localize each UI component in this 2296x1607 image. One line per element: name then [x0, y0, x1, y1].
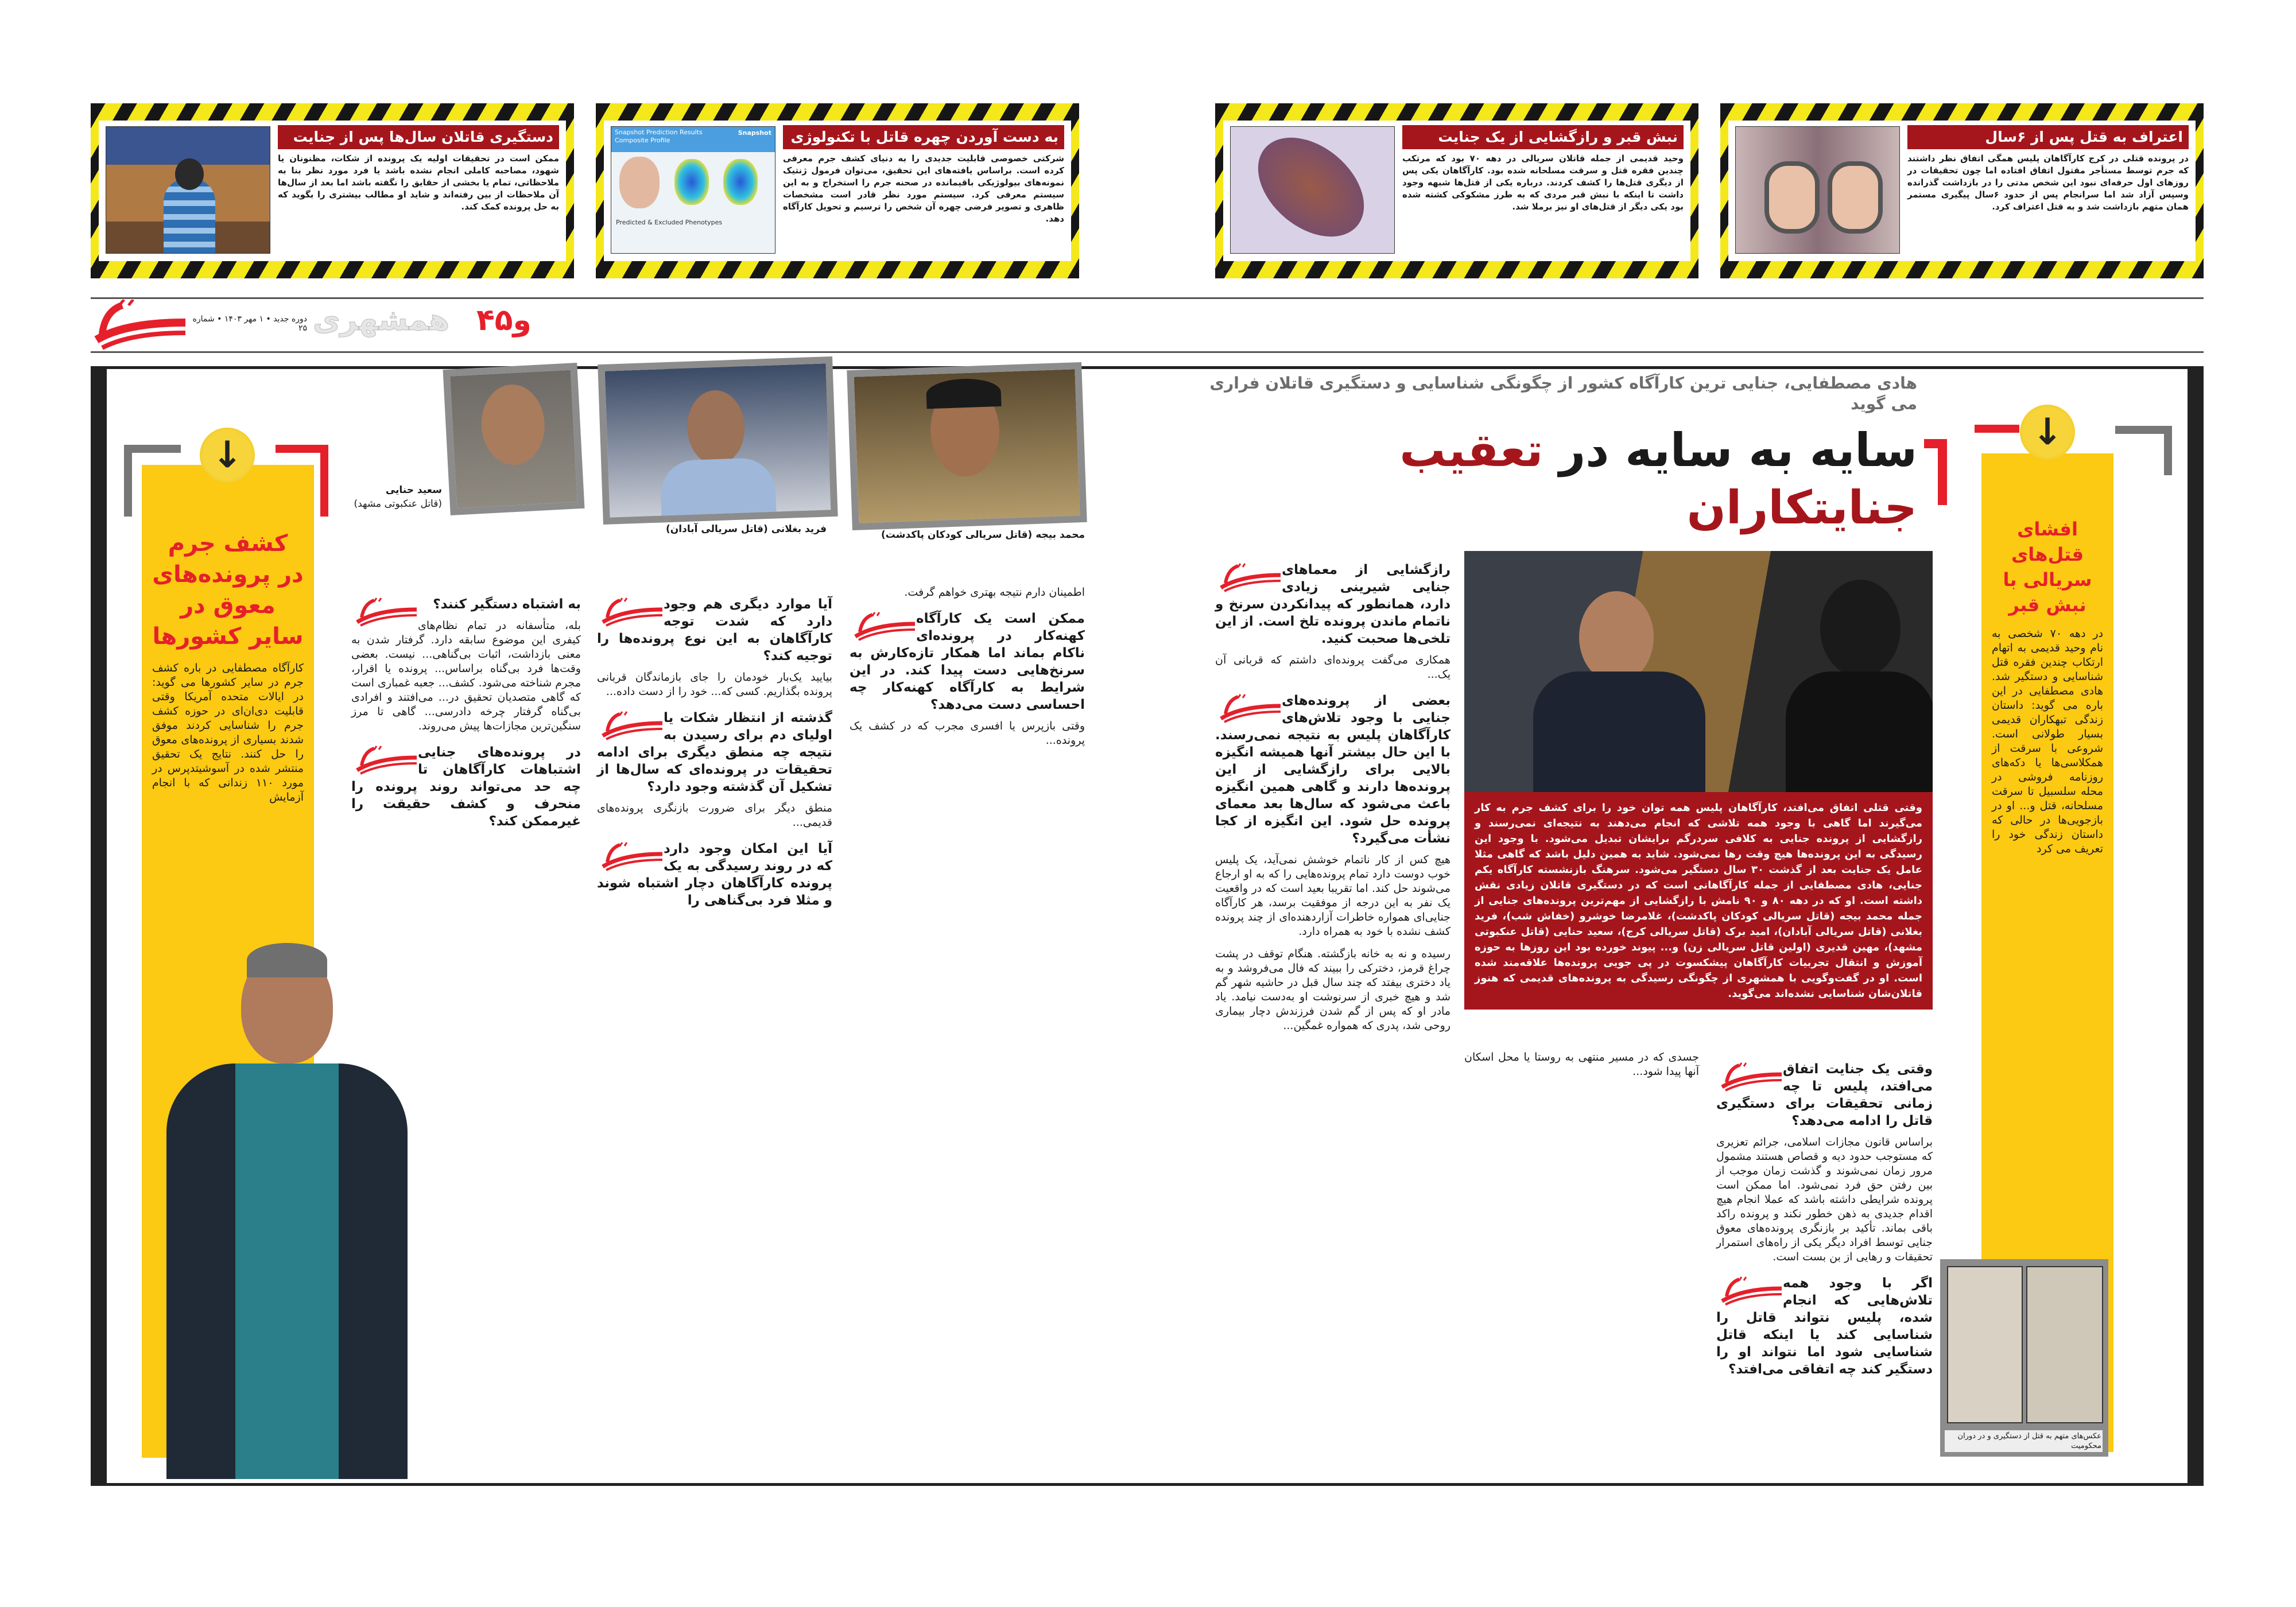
paragraph-text: جسدی که در مسیر منتهی به روستا یا محل اسکان آنها پیدا شود...: [1464, 1051, 1699, 1078]
caption-hanaei-name: سعید حنایی: [385, 484, 442, 496]
sidebar-text: در دهه ۷۰ شخصی به نام وحید قدیمی به اتهام ارتکاب چندین فقره قتل شناسایی و دستگیر شد. هادی مصطفایی در این باره می گوید: داستان زندگی تبهکاران قدیمی بسیار طولانی است. شروعی با سرقت از همکلاسی‌ها یا دکه‌های روزنامه فروشی در محله سلسبیل تا سرقت مسلحانه، قتل و... او در بازجویی‌ها در حالی که داستان زندگی خود را تعریف می کرد: [1992, 627, 2103, 855]
question-text: آیا این امکان وجود دارد که در روند رسیدگی به یک پرونده کارآگاهان دچار اشتباه شوند و مثلا فرد بی‌گناهی را: [597, 841, 832, 908]
interview-question: [597, 840, 832, 909]
headline-bracket: [1924, 439, 1947, 505]
section-name: همشهری: [313, 303, 450, 337]
lead-box: وقتی قتلی اتفاق می‌افتد، کارآگاهان پلیس همه توان خود را برای کشف جرم به کار می‌گیرند اما گاهی با وجود همه تلاشی که انجام می‌دهند به نتیجه‌ای نمی‌رسند و رازگشایی از پرونده جنایی به کلافی سردرگم برایشان تبدیل می‌شود. با وجود این رسیدگی به این پرونده‌ها هیچ وقت رها نمی‌شود. شاید به همین دلیل باشد که گاهی مثلا عامل یک جنایت بعد از گذشت ۳۰ سال دستگیر می‌شود. سرهنگ بازنشسته کارآگاه یکم جنایی، هادی مصطفایی از جمله کارآگاهانی است که در دستگیری قاتلان زیادی نقش داشته است. او که در دهه ۸۰ و ۹۰ نامش با رازگشایی از مهم‌ترین پرونده‌های جنایی از جمله محمد بیجه (قاتل سریالی کودکان پاکدشت)، غلامرضا خوشرو (خفاش شب)، فرید بغلانی (قاتل سریالی آبادان)، امید برک (قاتل سریالی کرج)، سعید حنایی (قاتل عنکبوتی مشهد)، مهین قدیری (اولین قاتل سریالی زن) و... پیوند خورده بود این روزها به حوزه آموزش و انتقال تجربیات کارآگاهان پیشکسوت در پی جویی پرونده‌ها علاقه‌مند شده است. او در گفت‌وگویی با همشهری از چگونگی رسیدگی به پرونده‌های قدیمی که هنوز قاتلان‌شان شناسایی نشده‌اند می‌گوید.: [1464, 792, 1933, 1010]
headline-red: تعقیب جنایتکاران: [1399, 424, 1917, 534]
interview-question: [1716, 1061, 1933, 1129]
snapshot-subheading: Composite Profile: [615, 137, 670, 144]
interview-question: [850, 610, 1085, 713]
paragraph: [1215, 947, 1450, 1033]
sarnakh-mark-icon: [1720, 1276, 1783, 1306]
teaser-text: در پرونده قتلی در کرج کارآگاهان پلیس همگی اتفاق نظر داشتند که جرم توسط مستأجر مقتول اتفاق افتاده اما چون تحقیقات در روزهای اول حرفه‌ای نبود این شخص مدتی را در بازداشت گذرانده وسپس آزاد شد اما سرانجام پس از حدود ۶سال پیگیری مستمر همان متهم بازداشت شد و به قتل اعتراف کرد.: [1907, 153, 2189, 212]
column-1: [1716, 1050, 1933, 1384]
farid-beghlani-photo: [598, 356, 837, 525]
interview-question: [351, 596, 581, 613]
question-text: اگر با وجود همه تلاش‌هایی که انجام شده، پلیس نتواند قاتل را شناسایی کند یا اینکه قاتل شناسایی شود اما نتواند او را دستگیر کند چه اتفاقی می‌افتد؟: [1716, 1276, 1933, 1377]
paragraph-text: براساس قانون مجازات اسلامی، جرائم تعزیری که مستوجب حدود دیه و قصاص هستند مشمول مرور زمان نمی‌شوند و گذشت زمان موجب از بین رفتن حق فرد نمی‌شود. اما ممکن است پرونده شرایطی داشته باشد که عملا انجام هیچ اقدام جدیدی به ذهن خطور نکند و پرونده راکد باقی بماند. تأکید بر بازنگری پرونده‌های معوق جنایی توسط افراد دیگر یکی از راه‌های استمرار تحقیقات و رهایی از بن بست است.: [1716, 1136, 1933, 1263]
bracket-gray: [2115, 426, 2172, 475]
paragraph-text: اطمینان دارم نتیجه بهتری خواهم گرفت.: [904, 586, 1085, 599]
column-4: [850, 585, 1085, 756]
paragraph: [1215, 853, 1450, 939]
paragraph-text: رسیده و نه به خانه بازگشته. هنگام توقف در پشت چراغ قرمز، دخترکی را ببیند که فال می‌فروشد و به یاد دختری بیفتد که چند سال قبل در حاشیه شهر گم شد و هیچ خبری از سرنوشت او به‌دست نیامد. یاد مادر او که پس از گم شدن فرزندش دچار بیماری روحی شد، پدری که همواره غمگین...: [1215, 948, 1450, 1032]
old-photos-caption: عکس‌های متهم به قتل از دستگیری و در دوران محکومیت: [1945, 1430, 2103, 1452]
interview-question: [597, 709, 832, 795]
paragraph: [597, 801, 832, 830]
grave-photo: [1230, 126, 1395, 254]
paragraph-text: همکاری می‌گفت پرونده‌ای داشتم که قربانی آن یک...: [1215, 654, 1450, 681]
snapshot-heading: Snapshot Prediction Results: [615, 129, 703, 136]
teaser-text: شرکتی خصوصی قابلیت جدیدی را به دنیای کشف جرم معرفی کرده است. براساس یافته‌های این تحقیق، می‌توان فرمول ژنتیک نمونه‌های بیولوژیکی باقیمانده در صحنه جرم را استخراج و به این سیستم معرفی کرد. سیستم مورد نظر قادر است مشخصات ظاهری و تصویر فرضی چهره آن شخص را ترسیم و تحویل کارآگاه دهد.: [783, 153, 1064, 224]
paragraph-text: وقتی بازپرس یا افسری مجرب که در کشف یک پرونده...: [850, 720, 1085, 747]
old-newspaper-photos: [1940, 1259, 2108, 1457]
snapshot-brand: Snapshot: [738, 129, 771, 137]
question-text: رازگشایی از معماهای جنایی شیرینی زیادی دارد، همانطور که پیدانکردن سرنخ و ناتمام ماندن پرونده تلخ است. از این تلخی‌ها صحبت کنید.: [1215, 562, 1450, 646]
arrow-down-icon: ↓: [2020, 405, 2075, 460]
teaser-box-technology[interactable]: [596, 103, 1079, 278]
teaser-title: اعتراف به قتل پس از ۶سال: [1907, 125, 2189, 149]
sidebar-title: افشای قتل‌های سریالی با نبش قبر: [2003, 518, 2092, 616]
caption-hanaei-desc: (قاتل عنکبوتی مشهد): [354, 498, 442, 510]
paragraph: [1716, 1135, 1933, 1264]
saeed-hanaei-photo: [443, 363, 585, 515]
caption-beghlani: فرید بغلانی (قاتل سریالی آبادان): [666, 523, 827, 535]
teaser-text: وحید قدیمی از جمله قاتلان سریالی در دهه ۷۰ بود که مرتکب چندین فقره قتل و سرقت مسلحانه شده بود. کارآگاهان یکی پس از دیگری قتل‌ها را کشف کردند. درباره یکی از قتل‌ها شبهه وجود داشت تا اینکه با نبش قبر مردی که به طرز مشکوکی کشته شده بود یکی دیگر از قتل‌های او نیز برملا شد.: [1402, 153, 1684, 212]
header-rule: [91, 297, 2204, 299]
column-6: [351, 585, 581, 836]
interview-photo: [1464, 551, 1933, 792]
teaser-title: به دست آوردن چهره قاتل با تکنولوژی: [783, 125, 1064, 149]
interview-question: [1215, 561, 1450, 647]
sarnakh-mark-icon: [355, 597, 418, 627]
question-text: بعضی از پرونده‌های جنایی با وجود تلاش‌های کارآگاهان پلیس به نتیجه نمی‌رسند. با این حال بیشتر آنها همیشه انگیزه بالایی برای رازگشایی از این پرونده‌ها دارند و گاهی همین انگیزه باعث می‌شود که سال‌ها بعد معمای پرونده حل شود. این انگیزه از کجا نشأت می‌گیرد؟: [1215, 693, 1450, 846]
paragraph: [597, 670, 832, 699]
teaser-title: دستگیری قاتلان سال‌ها پس از جنایت: [278, 125, 559, 149]
header-rule-bottom: [91, 351, 2204, 353]
sarnakh-mark-icon: [853, 611, 916, 641]
headline-black: سایه به سایه در: [1559, 424, 1917, 477]
sidebar-title: کشف جرم در پرونده‌های معوق در سایر کشورها: [152, 530, 304, 650]
sarnakh-mark-icon: [1219, 562, 1282, 592]
paragraph-text: بله، متأسفانه در تمام نظام‌های کیفری این موضوع سابقه دارد. گرفتار شدن به معنی بازداشت، اثبات بی‌گناهی... نیست. بعضی وقت‌ها فرد بی‌گناه براساس... پرونده یا اقرار، مجرم شناخته می‌شود. کشف... جعبه غمباری است که گاهی متصدیان تحقیق در... می‌افتند و افرادی بی‌گناه گرفتار چرخه دادرسی... گاهی تا مرز سنگین‌ترین مجازات‌ها پیش می‌روند.: [351, 619, 581, 732]
question-text: آیا موارد دیگری هم وجود دارد که شدت توجه کارآگاهان به این نوع پرونده‌ها را توجیه کند؟: [597, 597, 832, 663]
face-icon: [619, 157, 660, 208]
sarnakh-mark-icon: [1219, 693, 1282, 723]
sidebar-text: کارآگاه مصطفایی در باره کشف جرم در سایر کشورها می گوید: در ایالات متحده آمریکا وقتی قابلیت دی‌ان‌ای در حوزه کشف جرم را شناسایی کردند موفق شدند بسیاری از پرونده‌های معوق را حل کنند. نتایج یک تحقیق منتشر شده در آسوشیتدپرس در مورد ۱۱۰ زندانی که با انجام آزمایش: [152, 662, 304, 804]
sarnakh-mark-icon: [600, 841, 664, 871]
arrow-down-icon: ↓: [200, 428, 255, 483]
sarnakh-mark-icon: [600, 711, 664, 740]
interview-question: [1716, 1275, 1933, 1378]
page-numbers: ۴و۵: [476, 303, 532, 337]
column-2: [1464, 1050, 1699, 1087]
sarnakh-mark-icon: [355, 745, 418, 775]
snapshot-profile-image: [611, 126, 775, 254]
question-text: در پرونده‌های جنایی اشتباهات کارآگاهان تا چه حد می‌تواند روند پرونده را منحرف و کشف حقیقت را غیرممکن کند؟: [351, 745, 581, 829]
hadi-mostafaei-photo: [132, 937, 442, 1479]
teaser-box-confession[interactable]: [1720, 103, 2204, 278]
question-text: وقتی یک جنایت اتفاق می‌افتد، پلیس تا چه زمانی تحقیقات برای دستگیری قاتل را ادامه می‌دهد؟: [1716, 1062, 1933, 1128]
question-text: ممکن است یک کارآگاه کهنه‌کار در پرونده‌ای ناکام بماند اما همکار تازه‌کارش به سرنخ‌هایی دست پیدا کند. در این شرایط به کارآگاه کهنه‌کار چه احساسی دست می‌دهد؟: [850, 611, 1085, 712]
paragraph: [850, 719, 1085, 748]
paragraph: [1215, 653, 1450, 682]
caption-hanaei: [339, 483, 442, 511]
sarnakh-mark-icon: [1720, 1062, 1783, 1092]
teaser-title: نبش قبر و رازگشایی از یک جنایت: [1402, 125, 1684, 149]
question-text: گذشته از انتظار شکات یا اولیای دم برای رسیدن به نتیجه چه منطق دیگری برای ادامه تحقیقات در پرونده‌ای که سال‌ها از تشکیل آن گذشته وجود دارد؟: [597, 711, 832, 794]
paragraph: [351, 619, 581, 733]
issue-info: دوره جدید • ۱ مهر ۱۴۰۳ • شماره ۲۵: [192, 315, 307, 333]
interview-question: [351, 744, 581, 830]
teaser-box-exhumation[interactable]: [1215, 103, 1698, 278]
handcuffs-photo: [1735, 126, 1900, 254]
paragraph-text: منطق دیگر برای ضرورت بازنگری پرونده‌های قدیمی...: [597, 802, 832, 829]
mohammad-bijeh-photo: [847, 362, 1087, 530]
bracket-red: [1975, 425, 2019, 433]
article-kicker: هادی مصطفایی، جنایی ترین کارآگاه کشور از چگونگی شناسایی و دستگیری قاتلان فراری می گوید: [1209, 374, 1917, 413]
teaser-text: ممکن است در تحقیقات اولیه یک پرونده از شکات، مظنونان یا شهود، مصاحبه کاملی انجام نشده باشد یا فرد مورد نظر بنا به ملاحظاتی، تمام یا بخشی از حقایق را نگفته باشد اما بعد از سال‌ها آن ملاحظات از بین رفته‌اند و شاید او مطالب بیشتری را بگوید که به حل پرونده کمک کند.: [278, 153, 559, 212]
interview-question: [597, 596, 832, 665]
column-3: [1215, 551, 1450, 1041]
question-text: به اشتباه دستگیر کنند؟: [433, 597, 581, 612]
courtroom-photo: [106, 126, 270, 254]
paragraph: [1464, 1050, 1699, 1079]
paragraph: [850, 585, 1085, 600]
interview-question: [1215, 692, 1450, 847]
column-5: [597, 585, 832, 915]
paragraph-text: هیچ کس از کار ناتمام خوشش نمی‌آید، یک پلیس خوب دوست دارد تمام پرونده‌هایی را که به او ارجاع می‌شوند حل کند. اما تقریبا بعید است که در واقعیت یک نفر به این درجه از موفقیت برسد، هر کارآگاه جنایی‌ای همواره خاطرات آزاردهنده‌ای از چند پرونده کشف نشده با خود به همراه دارد.: [1215, 853, 1450, 938]
sarnakh-mark-icon: [600, 597, 664, 627]
sarnakh-logo: [91, 300, 188, 350]
snapshot-phenotypes: Predicted & Excluded Phenotypes: [616, 219, 723, 226]
teaser-box-arrest[interactable]: [91, 103, 574, 278]
article-headline: [1200, 422, 1917, 537]
caption-bijeh: محمد بیجه (قاتل سریالی کودکان پاکدشت): [881, 529, 1085, 541]
paragraph-text: بیایید یک‌بار خودمان را جای بازماندگان قربانی پرونده بگذاریم. کسی که... خود را از دست داده...: [597, 671, 832, 698]
